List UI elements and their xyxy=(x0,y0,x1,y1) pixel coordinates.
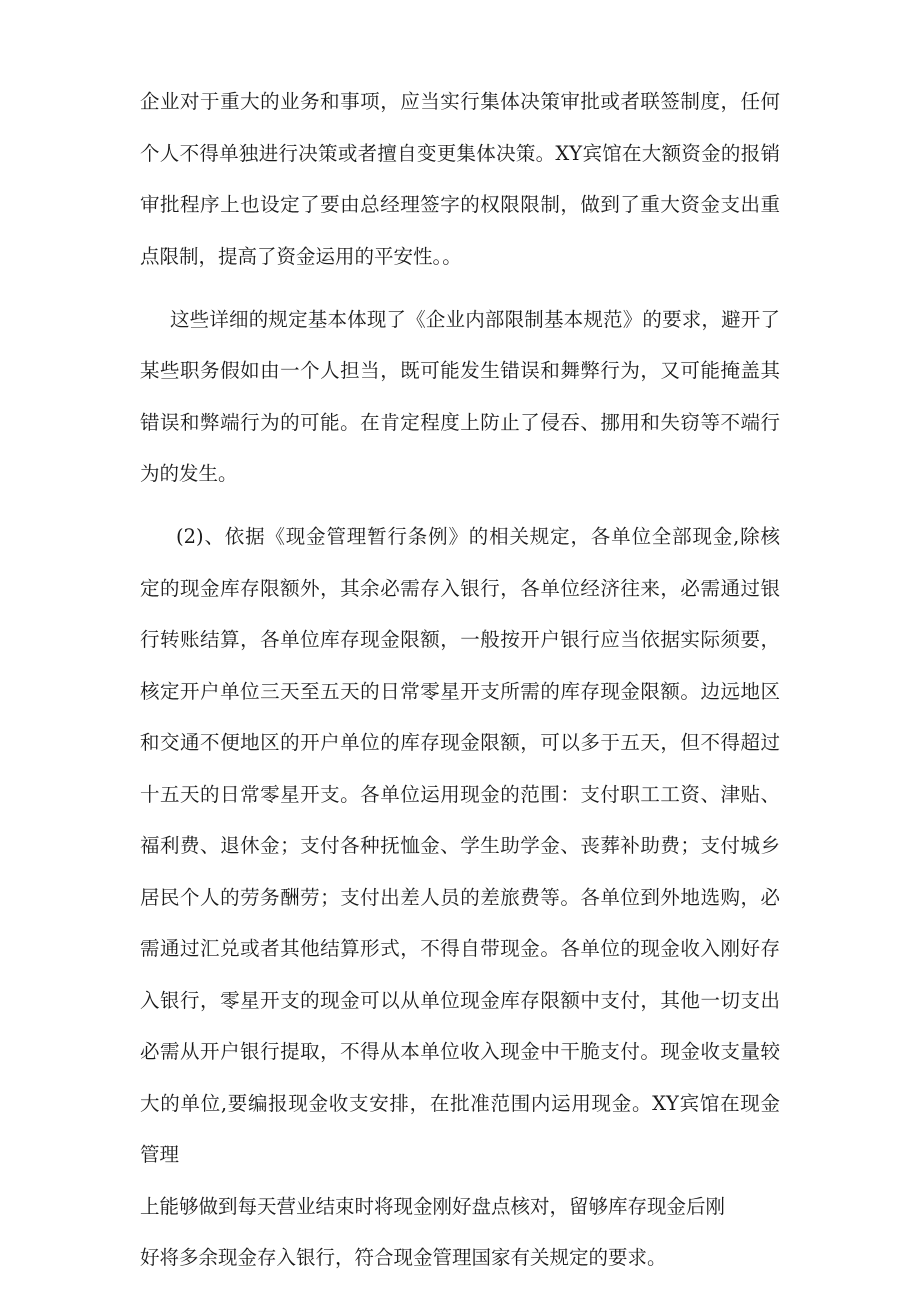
p3-line-5: 和交通不便地区的开户单位的库存现金限额，可以多于五天，但不得超过 xyxy=(140,731,780,754)
p1-line-2: 个人不得单独进行决策或者擅自变更集体决策。XY宾馆在大额资金的报销 xyxy=(140,142,780,165)
p3-line-1: (2)、依据《现金管理暂行条例》的相关规定，各单位全部现金,除核 xyxy=(176,525,780,548)
p4-line-2: 好将多余现金存入银行，符合现金管理国家有关规定的要求。 xyxy=(140,1246,667,1269)
p3-line-2: 定的现金库存限额外，其余必需存入银行，各单位经济往来，必需通过银 xyxy=(140,577,780,600)
p3-line-6: 十五天的日常零星开支。各单位运用现金的范围：支付职工工资、津贴、 xyxy=(140,783,780,806)
p3-line-3: 行转账结算，各单位库存现金限额，一般按开户银行应当依据实际须要， xyxy=(140,628,780,651)
p3-line-11: 必需从开户银行提取，不得从本单位收入现金中干脆支付。现金收支量较 xyxy=(140,1040,780,1063)
p2-line-4: 为的发生。 xyxy=(140,462,238,485)
p2-line-2: 某些职务假如由一个人担当，既可能发生错误和舞弊行为，又可能掩盖其 xyxy=(140,359,780,382)
p2-line-1: 这些详细的规定基本体现了《企业内部限制基本规范》的要求，避开了 xyxy=(170,308,780,331)
p3-line-7: 福利费、退休金；支付各种抚恤金、学生助学金、丧葬补助费；支付城乡 xyxy=(140,834,780,857)
p3-line-8: 居民个人的劳务酬劳；支付出差人员的差旅费等。各单位到外地选购，必 xyxy=(140,886,780,909)
p2-line-3: 错误和弊端行为的可能。在肯定程度上防止了侵吞、挪用和失窃等不端行 xyxy=(140,411,780,434)
p1-line-4: 点限制，提高了资金运用的平安性。。 xyxy=(140,245,462,268)
p3-line-10: 入银行，零星开支的现金可以从单位现金库存限额中支付，其他一切支出 xyxy=(140,989,780,1012)
p4-line-1: 上能够做到每天营业结束时将现金刚好盘点核对，留够库存现金后刚 xyxy=(140,1195,726,1218)
p1-line-1: 企业对于重大的业务和事项，应当实行集体决策审批或者联签制度，任何 xyxy=(140,90,780,113)
p3-line-13: 管理 xyxy=(140,1143,180,1166)
p3-line-9: 需通过汇兑或者其他结算形式，不得自带现金。各单位的现金收入刚好存 xyxy=(140,937,780,960)
p1-line-3: 审批程序上也设定了要由总经理签字的权限限制，做到了重大资金支出重 xyxy=(140,193,780,216)
p3-line-4: 核定开户单位三天至五天的日常零星开支所需的库存现金限额。边远地区 xyxy=(140,680,780,703)
p3-line-12: 大的单位,要编报现金收支安排，在批准范围内运用现金。XY宾馆在现金 xyxy=(140,1092,780,1115)
